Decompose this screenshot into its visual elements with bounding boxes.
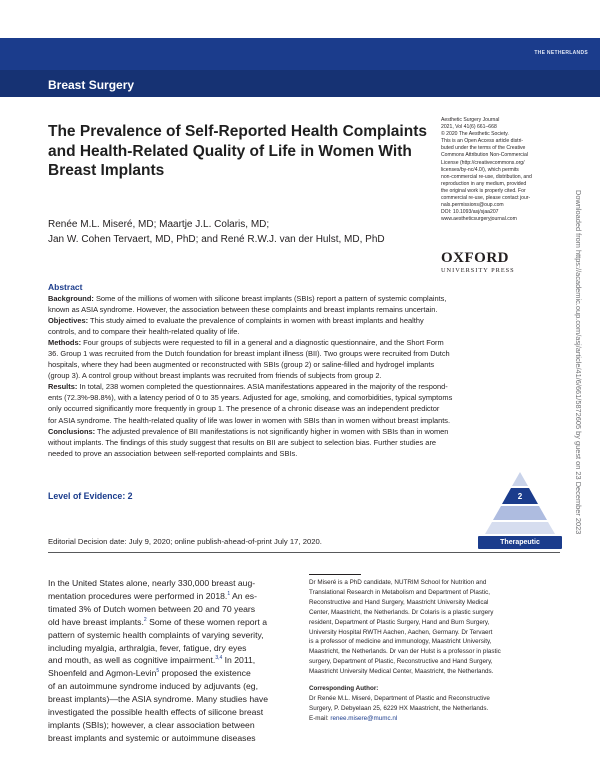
citation-line: Aesthetic Surgery Journal xyxy=(441,117,500,123)
header-stripe xyxy=(0,38,600,70)
citation-line: Commons Attribution Non-Commercial xyxy=(441,152,528,159)
abstract-methods: Methods: Four groups of subjects were requested to fill in a general and a diagnostic questionnaire, and the Short Form 36. Group 1 was recruited from the Dutch foundation for breast implant illness (BII). Two groups were recruited from Dutch hospitals, where they had been augmented or reconstructed with SBIs (group 2) or saline-filled and hydrogel implants (group 3). A control group without breast implants was recruited from friends of subjects from group 2. xyxy=(48,338,450,381)
abstract-objectives: Objectives: This study aimed to evaluate the prevalence of complaints in women with breast implants and healthy controls, and to compare their health-related quality of life. xyxy=(48,316,424,337)
abstract-background: Background: Some of the millions of women with silicone breast implants (SBIs) report a pattern of systemic complaints, known as ASIA syndrome. However, the association between these complaints and breast implants remains uncertain. xyxy=(48,294,447,315)
abstract-conclusions: Conclusions: The adjusted prevalence of BII manifestations is not significantly higher in women with SBIs than in women without implants. The findings of this study suggest that results on BII are subject to selection bias. Further studies are needed to prove an association between self-reported complaints and SBIs. xyxy=(48,426,449,458)
reference-link[interactable]: 5 xyxy=(156,668,160,675)
author-list xyxy=(48,217,438,247)
level-of-evidence: Level of Evidence: 2 xyxy=(48,491,133,501)
editorial-dates: Editorial Decision date: July 9, 2020; online publish-ahead-of-print July 17, 2020. xyxy=(48,537,322,546)
website-line: www.aestheticsurgeryjournal.com xyxy=(441,216,517,223)
citation-line: licenses/by-nc/4.0/), which permits xyxy=(441,166,519,173)
download-note xyxy=(571,190,585,580)
footnote-divider xyxy=(309,574,361,575)
abstract xyxy=(48,282,560,459)
abstract-results: Results: In total, 238 women completed the questionnaires. ASIA manifestations appeared in the majority of the respond- ents (72.3%-98.8%), with a latency period of 0 to 35 years. Adjusted for age, smoking, and comorbidities, typical symptoms only occurred significantly more frequently in group 1. The presence of a chronic disease was an independent predictor for ASIA syndrome. The health-related quality of life was lower in women with SBIs than in women without breast implants. xyxy=(48,382,453,425)
pyramid-tier-3 xyxy=(493,506,547,520)
citation-info xyxy=(441,117,561,223)
reference-link[interactable]: 1 xyxy=(227,590,231,597)
citation-line: non-commercial re-use, distribution, and xyxy=(441,173,532,180)
abstract-label: Objectives: xyxy=(48,316,89,326)
citation-line: commercial re-use, please contact jour- xyxy=(441,195,531,202)
abstract-heading: Abstract xyxy=(48,282,83,292)
abstract-label: Methods: xyxy=(48,338,82,348)
citation-line: This is an Open Access article distri- xyxy=(441,138,524,145)
citation-line: reproduction in any medium, provided xyxy=(441,180,527,187)
section-label: Breast Surgery xyxy=(48,78,135,92)
evidence-category-badge: Therapeutic xyxy=(478,536,562,549)
citation-line: 2021, Vol 41(6) 661–668 xyxy=(441,124,497,131)
doi-line: DOI: 10.1093/asj/sjaa207 xyxy=(441,209,499,216)
reference-link[interactable]: 2 xyxy=(143,616,147,623)
abstract-label: Background: xyxy=(48,294,94,303)
download-note-text: Downloaded from https://academic.oup.com/asj/article/41/6/661/5872605 by guest on 23 December 2023 xyxy=(574,190,583,535)
article-title: The Prevalence of Self-Reported Health Complaints and Health-Related Quality of Life in Women With Breast Implants xyxy=(48,123,427,179)
divider xyxy=(48,552,560,553)
citation-line: the original work is properly cited. For xyxy=(441,187,526,194)
abstract-label: Conclusions: xyxy=(48,426,96,436)
author-affiliations: Dr Miseré is a PhD candidate, NUTRIM School for Nutrition and Translational Research in Metabolism and Department of Plastic, Reconstructive and Hand Surgery, Maastricht University Medical Center, Maastricht, the Netherlands. Dr Colaris is a plastic surgery resident, Department of Plastic Surgery, Hand and Burn Surgery, University Hospital RWTH Aachen, Aachen, Germany. Dr Tervaert is a professor of medicine and immunology, Maastricht University, Maastricht, the Netherlands. Dr van der Hulst is a professor in plastic surgery, Department of Plastic, Reconstructive and Hand Surgery, Maastricht University Medical Center, Maastricht, the Netherlands. Corresponding Author: Dr Renée M.L. Miseré, Department of Plastic and Reconstructive Surgery, P. Debyelaan 25, 6229 HX Maastricht, the Netherlands. E-mail: renee.misere@mumc.nl xyxy=(309,578,564,724)
email-link[interactable]: renee.misere@mumc.nl xyxy=(330,714,398,722)
authors-line: Renée M.L. Miseré, MD; Maartje J.L. Colaris, MD; xyxy=(48,219,270,230)
publisher-logo: OXFORD xyxy=(441,250,509,266)
authors-line: Jan W. Cohen Tervaert, MD, PhD; and René R.W.J. van der Hulst, MD, PhD xyxy=(48,234,385,245)
publisher-logo-sub: UNIVERSITY PRESS xyxy=(441,267,515,274)
pyramid-level-label: 2 xyxy=(517,492,523,501)
abstract-label: Results: xyxy=(48,382,78,392)
citation-line: License (http://creativecommons.org/ xyxy=(441,159,525,166)
citation-line: buted under the terms of the Creative xyxy=(441,145,526,152)
corresponding-author-heading: Corresponding Author: xyxy=(309,685,379,693)
citation-line: © 2020 The Aesthetic Society. xyxy=(441,131,509,138)
body-text: In the United States alone, nearly 330,000 breast aug- mentation procedures were performed in 2018.$^1$ An es- timated 3% of Dutch women between 20 and 70 years old have breast implants.$^2$ Some of these women report a pattern of systemic health complaints of varying severity, including myalgia, arthralgia, fever, fatigue, dry eyes and mouth, as well as cognitive impairment.$^{3,4}$ In 2011, Shoenfeld and Agmon-Levin$^5$ proposed the existence of an autoimmune syndrome induced by adjuvants (eg, breast implants)—the ASIA syndrome. Many studies have investigated the possible health effects of silicone breast implants (SBIs); however, a clear association between breast implants and systemic or autoimmune diseases xyxy=(48,578,269,743)
citation-line: nals.permissions@oup.com xyxy=(441,202,504,209)
pyramid-tier-4 xyxy=(485,522,555,534)
pyramid-tier-1 xyxy=(512,472,528,486)
reference-link[interactable]: 3,4 xyxy=(215,655,223,662)
society-label: THE NETHERLANDS xyxy=(534,50,588,56)
